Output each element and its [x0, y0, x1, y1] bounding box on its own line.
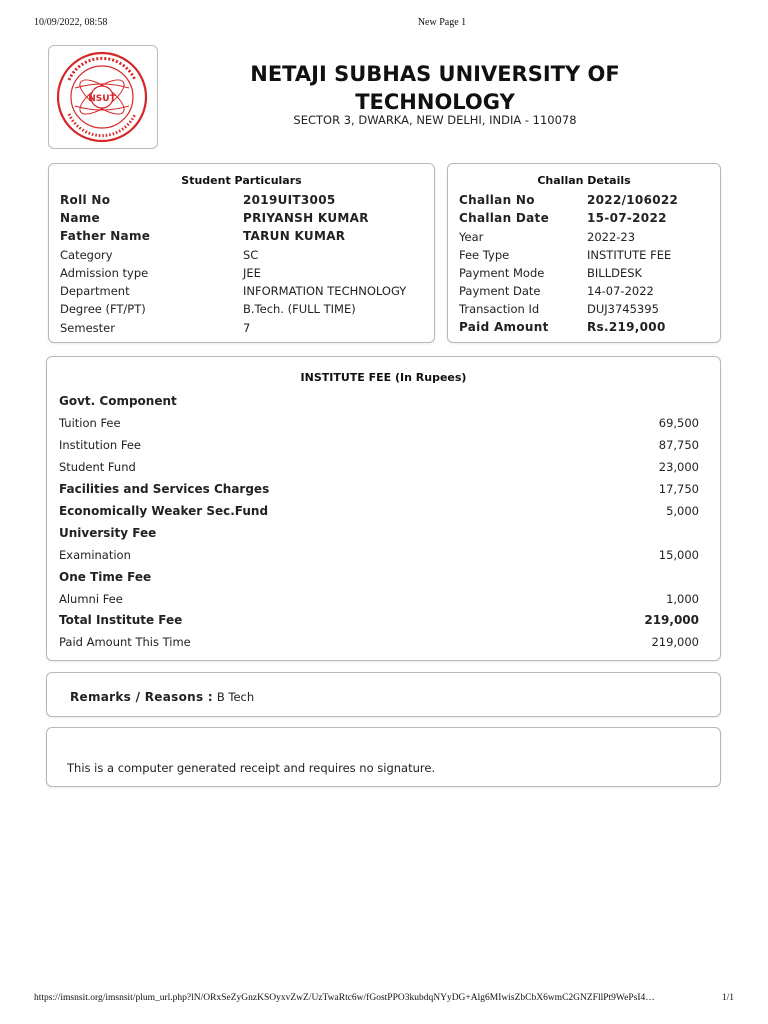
category-value: SC — [243, 248, 259, 262]
challan-no-value: 2022/106022 — [587, 193, 679, 207]
institute-fee-panel — [46, 356, 721, 661]
roll-no-value: 2019UIT3005 — [243, 193, 336, 207]
fee-type-label: Fee Type — [459, 248, 510, 262]
remarks-panel — [46, 672, 721, 717]
year-value: 2022-23 — [587, 230, 636, 244]
remarks-line — [70, 690, 254, 704]
fee-label: One Time Fee — [59, 570, 152, 584]
challan-details-panel — [447, 163, 721, 343]
admission-type-value: JEE — [243, 266, 261, 280]
university-title-line2: TECHNOLOGY — [355, 90, 515, 114]
roll-no-label: Roll No — [60, 193, 111, 207]
fee-label: University Fee — [59, 526, 157, 540]
university-address: SECTOR 3, DWARKA, NEW DELHI, INDIA - 110078 — [293, 113, 577, 127]
fee-value: 219,000 — [651, 635, 699, 649]
fee-row-student-fund — [59, 460, 699, 480]
semester-value: 7 — [243, 321, 251, 335]
degree-label: Degree (FT/PT) — [60, 302, 146, 316]
fee-value: 1,000 — [666, 592, 699, 606]
fee-label: Govt. Component — [59, 394, 177, 408]
fee-row-facilities — [59, 482, 699, 502]
department-label: Department — [60, 284, 130, 298]
fee-row-tuition — [59, 416, 699, 436]
transaction-id-value: DUJ3745395 — [587, 302, 659, 316]
university-title — [210, 60, 660, 116]
year-label: Year — [459, 230, 484, 244]
challan-date-value: 15-07-2022 — [587, 211, 667, 225]
fee-row-university-fee — [59, 526, 699, 546]
remarks-value: B Tech — [216, 690, 255, 704]
semester-label: Semester — [60, 321, 115, 335]
print-datetime: 10/09/2022, 08:58 — [34, 17, 108, 28]
fee-label: Tuition Fee — [59, 416, 121, 430]
receipt-note-text: This is a computer generated receipt and requires no signature. — [67, 761, 436, 775]
fee-label: Alumni Fee — [59, 592, 123, 606]
fee-row-total — [59, 613, 699, 633]
transaction-id-label: Transaction Id — [459, 302, 540, 316]
challan-no-label: Challan No — [459, 193, 535, 207]
fee-label: Facilities and Services Charges — [59, 482, 270, 496]
department-value: INFORMATION TECHNOLOGY — [243, 284, 407, 298]
logo-text: NSUT — [88, 94, 116, 104]
admission-type-label: Admission type — [60, 266, 149, 280]
student-particulars-panel — [48, 163, 435, 343]
print-page-title: New Page 1 — [417, 17, 467, 28]
degree-value: B.Tech. (FULL TIME) — [243, 302, 356, 316]
print-page-number: 1/1 — [721, 993, 734, 1003]
fee-row-one-time-fee — [59, 570, 699, 590]
fee-row-institution — [59, 438, 699, 458]
institute-fee-title: INSTITUTE FEE (In Rupees) — [300, 371, 467, 384]
fee-label: Institution Fee — [59, 438, 141, 452]
print-footer — [0, 993, 768, 1007]
print-url: https://imsnsit.org/imsnsit/plum_url.php?lN/ORxSeZyGnzKSOyxvZwZ/UzTwaRtc6w/fGostPPO3kubdqNYyDG+Alg6MIwisZbCbX6wmC2GNZFllPt9WePsI4… — [34, 993, 655, 1003]
fee-value: 69,500 — [658, 416, 699, 430]
nsut-logo-icon — [55, 50, 149, 144]
fee-value: 17,750 — [658, 482, 699, 496]
fee-label: Economically Weaker Sec.Fund — [59, 504, 269, 518]
payment-date-value: 14-07-2022 — [587, 284, 654, 298]
receipt-note-panel — [46, 727, 721, 787]
paid-amount-label: Paid Amount — [459, 320, 549, 334]
fee-row-govt-component — [59, 394, 699, 414]
fee-value: 23,000 — [658, 460, 699, 474]
payment-mode-value: BILLDESK — [587, 266, 643, 280]
fee-label: Paid Amount This Time — [59, 635, 191, 649]
category-label: Category — [60, 248, 113, 262]
father-name-value: TARUN KUMAR — [243, 229, 346, 243]
fee-type-value: INSTITUTE FEE — [587, 248, 672, 262]
challan-details-title: Challan Details — [537, 174, 631, 187]
fee-row-examination — [59, 548, 699, 568]
fee-value: 15,000 — [658, 548, 699, 562]
university-title-line1: NETAJI SUBHAS UNIVERSITY OF — [250, 62, 620, 86]
university-logo-box — [48, 45, 158, 149]
fee-value: 87,750 — [658, 438, 699, 452]
paid-amount-value: Rs.219,000 — [587, 320, 666, 334]
fee-value: 5,000 — [666, 504, 699, 518]
fee-value: 219,000 — [644, 613, 699, 627]
payment-mode-label: Payment Mode — [459, 266, 545, 280]
fee-row-paid-this-time — [59, 635, 699, 655]
challan-date-label: Challan Date — [459, 211, 550, 225]
fee-row-alumni — [59, 592, 699, 612]
father-name-label: Father Name — [60, 229, 151, 243]
payment-date-label: Payment Date — [459, 284, 541, 298]
name-label: Name — [60, 211, 100, 225]
fee-label: Total Institute Fee — [59, 613, 183, 627]
remarks-label: Remarks / Reasons : — [70, 690, 213, 704]
fee-label: Student Fund — [59, 460, 136, 474]
student-particulars-title: Student Particulars — [181, 174, 302, 187]
fee-label: Examination — [59, 548, 131, 562]
print-header — [0, 17, 768, 31]
fee-row-ews-fund — [59, 504, 699, 524]
name-value: PRIYANSH KUMAR — [243, 211, 369, 225]
